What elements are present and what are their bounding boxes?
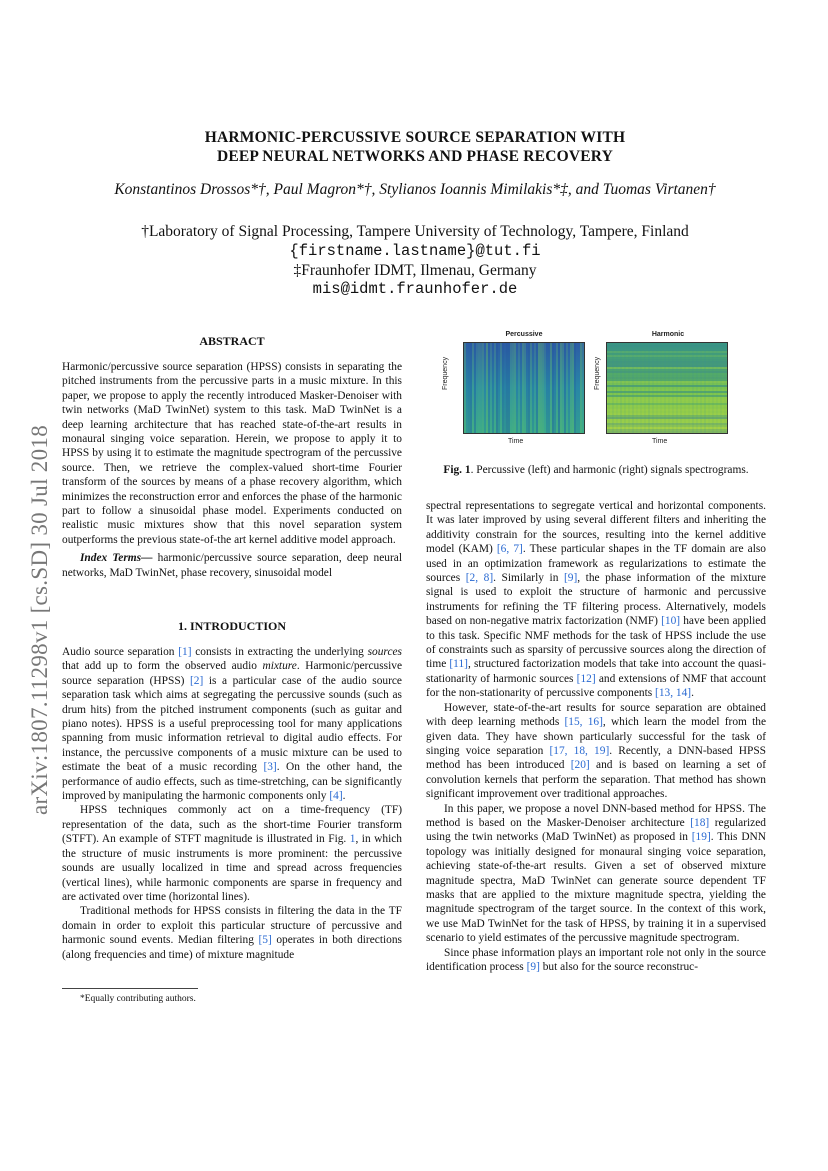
figure-1 bbox=[442, 330, 766, 450]
intro-paragraph-1: Audio source separation [1] consists in extracting the underlying sources that add up to form the observed audio mixture. Harmonic/percussive source separation (HPSS) [2] is a particular case of the audio source separation task which aims at segregating the percussive sounds (such as drum hits) from the pitched instrument components (such as guitar and piano notes). HPSS is a useful preprocessing tool for many applications spanning from music information retrieval to digital audio effects. For instance, the percussive components of a music mixture can be used to estimate the beat of a music recording [3]. On the other hand, the performance of audio effects, such as time-stretching, can be significantly improved by manipulating the harmonic components only [4]. bbox=[62, 646, 403, 803]
citation-link[interactable]: [2] bbox=[190, 674, 204, 687]
spectrogram-percussive bbox=[463, 342, 585, 434]
email-1[interactable]: {firstname.lastname}@tut.fi bbox=[289, 242, 541, 260]
citation-link[interactable]: [10] bbox=[661, 615, 681, 628]
paper-title bbox=[120, 128, 710, 166]
index-terms-text: harmonic/percussive source separation, deep neural networks, MaD TwinNet, phase recovery, sinusoidal model bbox=[62, 552, 402, 579]
spectrogram-harmonic bbox=[606, 342, 728, 434]
index-terms-label: Index Terms— bbox=[80, 552, 153, 565]
abstract-body bbox=[62, 360, 402, 580]
right-paragraph-1: spectral representations to segregate vertical and horizontal components. It was later improved by using several different filters and inheriting the additivity constrain for the sources, resulting into the kernel additive model (KAM) [6, 7]. These particular shapes in the TF domain are also used in an optimization framework as regularizations to estimate the sources [2, 8]. Similarly in [9], the phase information of the mixture signal is used to exploit the structure of harmonic and percussive instruments for refining the TF filtering process. Alternatively, models based on non-negative matrix factorization (NMF) [10] have been applied to this task. Specific NMF methods for the task of HPSS include the use of constraints such as sparsity of percussive sources along the direction of time [11], structured factorization models that take into account the quasi-stationarity of harmonic sources [12] and extensions of NMF that account for the non-stationarity of percussive components [13, 14]. bbox=[426, 500, 767, 700]
citation-link[interactable]: [19] bbox=[691, 831, 711, 844]
citation-link[interactable]: [3] bbox=[263, 761, 277, 774]
citation-link[interactable]: [2, 8] bbox=[465, 572, 494, 585]
right-column bbox=[426, 499, 766, 974]
panel-title-harmonic: Harmonic bbox=[651, 331, 685, 338]
citation-link[interactable]: [13, 14] bbox=[655, 687, 692, 700]
citation-link[interactable]: [15, 16] bbox=[564, 716, 603, 729]
email-2[interactable]: mis@idmt.fraunhofer.de bbox=[312, 280, 518, 298]
panel-ylabel: Frequency bbox=[594, 356, 601, 390]
arxiv-id: arXiv:1807.11298v1 [cs.SD] 30 Jul 2018 bbox=[27, 424, 52, 816]
footnote-rule bbox=[62, 988, 198, 989]
panel-ylabel: Frequency bbox=[442, 356, 449, 390]
citation-link[interactable]: [6, 7] bbox=[496, 543, 523, 556]
intro-body bbox=[62, 645, 402, 962]
panel-xlabel: Time bbox=[508, 438, 524, 445]
citation-link[interactable]: [20] bbox=[570, 759, 590, 772]
citation-link[interactable]: [11] bbox=[449, 658, 468, 671]
figure-link[interactable]: 1 bbox=[349, 833, 356, 846]
intro-section bbox=[62, 619, 402, 962]
citation-link[interactable]: [4] bbox=[329, 790, 343, 803]
citation-link[interactable]: [5] bbox=[258, 934, 272, 947]
spectrogram-harmonic-image bbox=[607, 343, 727, 433]
intro-heading: 1. INTRODUCTION bbox=[177, 619, 286, 633]
abstract-text: Harmonic/percussive source separation (HPSS) consists in separating the pitched instruments from the percussive parts in a music mixture. In this paper, we propose to apply the recently introduced Masker-Denoiser with twin networks (MaD TwinNet) system to this task. MaD TwinNet is a deep learning architecture that has reached state-of-the-art results in monaural singing voice separation. Herein, we propose to apply it to HPSS by using it to estimate the magnitude spectrogram of the percussive source. Then, we retrieve the complex-valued short-time Fourier transform of the sources by means of a phase recovery algorithm, which minimizes the reconstruction error and enforces the phase of the harmonic part to follow a sinusoidal phase model. Experiments conducted on realistic music mixtures show that this novel separation system outperforms the previous state-of-the art kernel additive model approach. bbox=[62, 361, 402, 546]
citation-link[interactable]: [9] bbox=[526, 961, 540, 973]
citation-link[interactable]: [17, 18, 19] bbox=[549, 744, 610, 757]
index-terms bbox=[62, 551, 402, 580]
citation-link[interactable]: [12] bbox=[576, 672, 596, 685]
panel-xlabel: Time bbox=[652, 438, 668, 445]
panel-title-percussive: Percussive bbox=[505, 331, 543, 338]
affiliation-1: †Laboratory of Signal Processing, Tampere University of Technology, Tampere, Finland bbox=[141, 223, 689, 240]
footnote: *Equally contributing authors. bbox=[80, 994, 196, 1004]
spectrogram-percussive-image bbox=[464, 343, 584, 433]
abstract-section bbox=[62, 334, 402, 580]
author-list: Konstantinos Drossos*†, Paul Magron*†, Stylianos Ioannis Mimilakis*‡, and Tuomas Virtanen† bbox=[114, 181, 716, 198]
affiliation-2: ‡Fraunhofer IDMT, Ilmenau, Germany bbox=[293, 262, 537, 279]
caption-text: . Percussive (left) and harmonic (right) signals spectrograms. bbox=[470, 464, 749, 476]
intro-paragraph-3: Traditional methods for HPSS consists in filtering the data in the TF domain in order to exploit this particular structure of percussive and harmonic sound events. Median filtering [5] operates in both directions (along frequencies and time) of mixture magnitude bbox=[62, 905, 402, 961]
right-paragraph-3: In this paper, we propose a novel DNN-based method for HPSS. The method is based on the Masker-Denoiser architecture [18] regularized using the twin networks (MaD TwinNet) as proposed in [19]. This DNN topology was initially designed for monaural singing voice separation, achieving state-of-the-art results. Given a set of observed mixture magnitude spectra, MaD TwinNet can generate source dependent TF masks that are applied to the mixture magnitude spectra, yielding the magnitude spectrogram of the target source. In the context of this work, we use MaD TwinNet for the task of HPSS, by training it in a supervised scenario to yield estimates of the percussive magnitude spectrogram. bbox=[426, 802, 767, 945]
title-line-2: DEEP NEURAL NETWORKS AND PHASE RECOVERY bbox=[216, 148, 614, 165]
intro-paragraph-2: HPSS techniques commonly act on a time-frequency (TF) representation of the data, such as the short-time Fourier transform (STFT). An example of STFT magnitude is illustrated in Fig. 1, in which the structure of music instruments is more prominent: the percussive sounds are usually localized in time and spread across frequencies (vertical lines), while harmonic components are sparse in frequency and are activated over time (horizontal lines). bbox=[62, 804, 402, 903]
citation-link[interactable]: [18] bbox=[690, 816, 710, 829]
right-paragraph-4: Since phase information plays an important role not only in the source identification process [9] but also for the source reconstruc- bbox=[426, 946, 766, 973]
abstract-heading: ABSTRACT bbox=[199, 334, 265, 348]
right-paragraph-2: However, state-of-the-art results for source separation are obtained with deep learning methods [15, 16], which learn the model from the given data. They have shown particularly successful for the task of singing voice separation [17, 18, 19]. Recently, a DNN-based HPSS method has been introduced [20] and is based on learning a set of convolution kernels that perform the separation. That method has shown significant improvement over traditional approaches. bbox=[426, 701, 766, 801]
citation-link[interactable]: [9] bbox=[563, 572, 578, 585]
caption-label: Fig. 1 bbox=[443, 464, 471, 476]
title-line-1: HARMONIC-PERCUSSIVE SOURCE SEPARATION WITH bbox=[204, 129, 626, 146]
citation-link[interactable]: [1] bbox=[178, 646, 192, 658]
figure-caption bbox=[426, 464, 766, 476]
